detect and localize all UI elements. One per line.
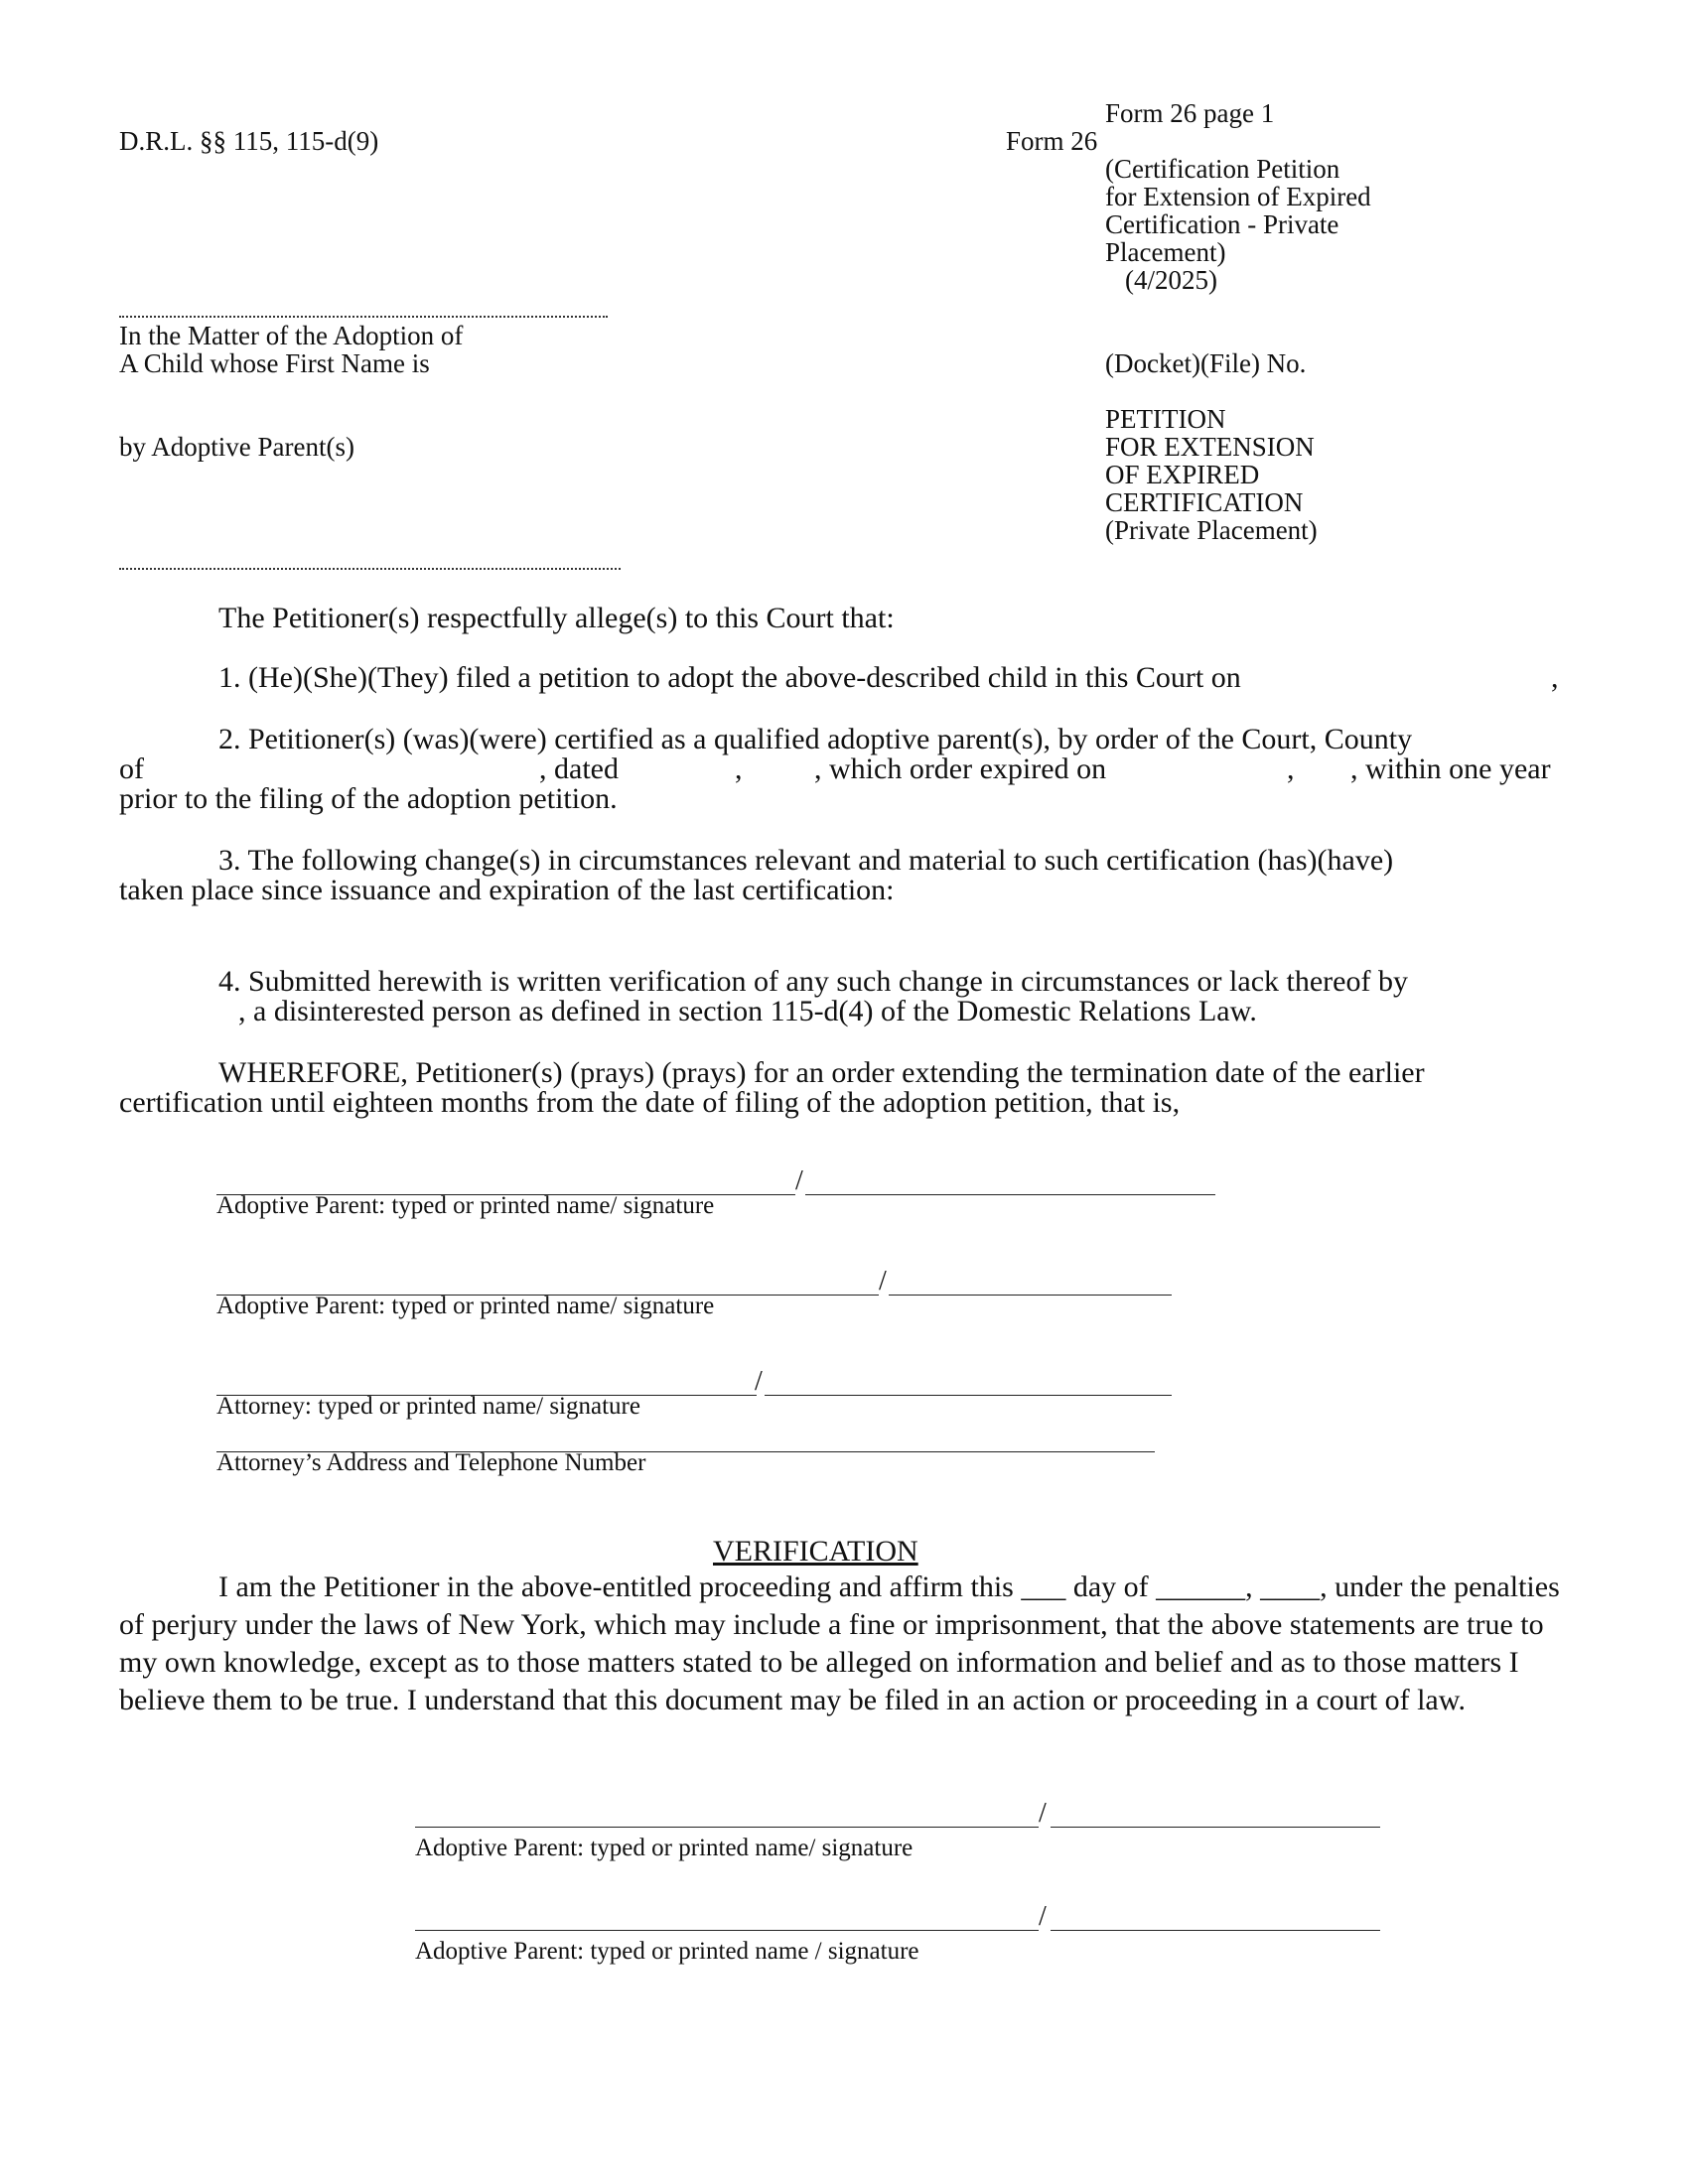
- caption-parents-line: by Adoptive Parent(s): [119, 432, 354, 462]
- document-title-line: FOR EXTENSION: [1105, 432, 1315, 462]
- form-description-line: Certification - Private: [1105, 209, 1339, 239]
- form-description-line: for Extension of Expired: [1105, 182, 1371, 211]
- paragraph-2-dated: , dated: [539, 752, 619, 785]
- paragraph-2-comma: ,: [735, 752, 743, 785]
- attorney-address-label: Attorney’s Address and Telephone Number: [216, 1449, 646, 1476]
- form-revision-date: (4/2025): [1125, 265, 1217, 295]
- caption-child-line: A Child whose First Name is: [119, 348, 430, 378]
- document-title-line: CERTIFICATION: [1105, 487, 1304, 517]
- paragraph-4-line2: , a disinterested person as defined in section 115-d(4) of the Domestic Relations Law.: [238, 995, 1257, 1027]
- verification-name-line[interactable]: [415, 1827, 1039, 1828]
- caption-bottom-rule: [119, 568, 621, 570]
- paragraph-1: 1. (He)(She)(They) filed a petition to adopt the above-described child in this Court on: [218, 661, 1241, 694]
- document-title-line: PETITION: [1105, 404, 1226, 434]
- signature-line[interactable]: [765, 1395, 1172, 1396]
- signature-separator: /: [879, 1266, 887, 1297]
- document-title-line: OF EXPIRED: [1105, 460, 1260, 489]
- paragraph-3-line1: 3. The following change(s) in circumstances relevant and material to such certification (has)(have): [218, 844, 1394, 877]
- verification-signature-line[interactable]: [1051, 1930, 1380, 1931]
- paragraph-1-comma: ,: [1551, 661, 1559, 694]
- signature-separator: /: [1039, 1901, 1047, 1932]
- verification-heading: VERIFICATION: [713, 1535, 918, 1568]
- document-title-line: (Private Placement): [1105, 515, 1318, 545]
- paragraph-2-expired: , which order expired on: [814, 752, 1107, 785]
- paragraph-2-comma: ,: [1287, 752, 1295, 785]
- statute-reference: D.R.L. §§ 115, 115-d(9): [119, 126, 379, 156]
- signature-line[interactable]: [889, 1295, 1172, 1296]
- caption-matter-line: In the Matter of the Adoption of: [119, 321, 464, 350]
- caption-top-rule: [119, 316, 608, 318]
- wherefore-line1: WHEREFORE, Petitioner(s) (prays) (prays) for an order extending the termination date of the earlier: [218, 1056, 1425, 1089]
- form-page: Form 26 page 1: [1105, 98, 1275, 128]
- signature-separator: /: [795, 1165, 803, 1196]
- form-description-line: (Certification Petition: [1105, 154, 1340, 184]
- signature-label: Adoptive Parent: typed or printed name/ signature: [216, 1293, 715, 1319]
- verification-paragraph: I am the Petitioner in the above-entitled proceeding and affirm this ___ day of ______, ____, under the penalties of perjury under the laws of New York, which may include a fine or imprisonment, that the above statements are true to my own knowledge, except as to those matters stated to be alleged on information and belief and as to those matters I believe them to be true. I understand that this document may be filed in an action or proceeding in a court of law.: [119, 1570, 1560, 1716]
- wherefore-line2: certification until eighteen months from the date of filing of the adoption petition, that is,: [119, 1086, 1181, 1119]
- form-number: Form 26: [1006, 126, 1098, 156]
- verification-signature-label: Adoptive Parent: typed or printed name/ signature: [415, 1835, 914, 1861]
- signature-label: Adoptive Parent: typed or printed name/ signature: [216, 1192, 715, 1219]
- paragraph-2-of: of: [119, 752, 144, 785]
- paragraph-4-line1: 4. Submitted herewith is written verification of any such change in circumstances or lack thereof by: [218, 965, 1408, 998]
- signature-separator: /: [1039, 1798, 1047, 1829]
- paragraph-2-line1: 2. Petitioner(s) (was)(were) certified as a qualified adoptive parent(s), by order of the Court, County: [218, 723, 1413, 755]
- petition-intro: The Petitioner(s) respectfully allege(s) to this Court that:: [218, 602, 895, 634]
- verification-signature-line[interactable]: [1051, 1827, 1380, 1828]
- form-description-line: Placement): [1105, 237, 1226, 267]
- attorney-signature-label: Attorney: typed or printed name/ signature: [216, 1393, 640, 1420]
- verification-text: [119, 1569, 1589, 1719]
- signature-separator: /: [755, 1366, 763, 1397]
- paragraph-2-within: , within one year: [1350, 752, 1551, 785]
- docket-number-label: (Docket)(File) No.: [1105, 348, 1307, 378]
- paragraph-3-line2: taken place since issuance and expiration of the last certification:: [119, 874, 895, 906]
- verification-signature-label: Adoptive Parent: typed or printed name / signature: [415, 1938, 919, 1965]
- paragraph-2-line3: prior to the filing of the adoption petition.: [119, 782, 618, 815]
- verification-name-line[interactable]: [415, 1930, 1039, 1931]
- signature-line[interactable]: [805, 1194, 1215, 1195]
